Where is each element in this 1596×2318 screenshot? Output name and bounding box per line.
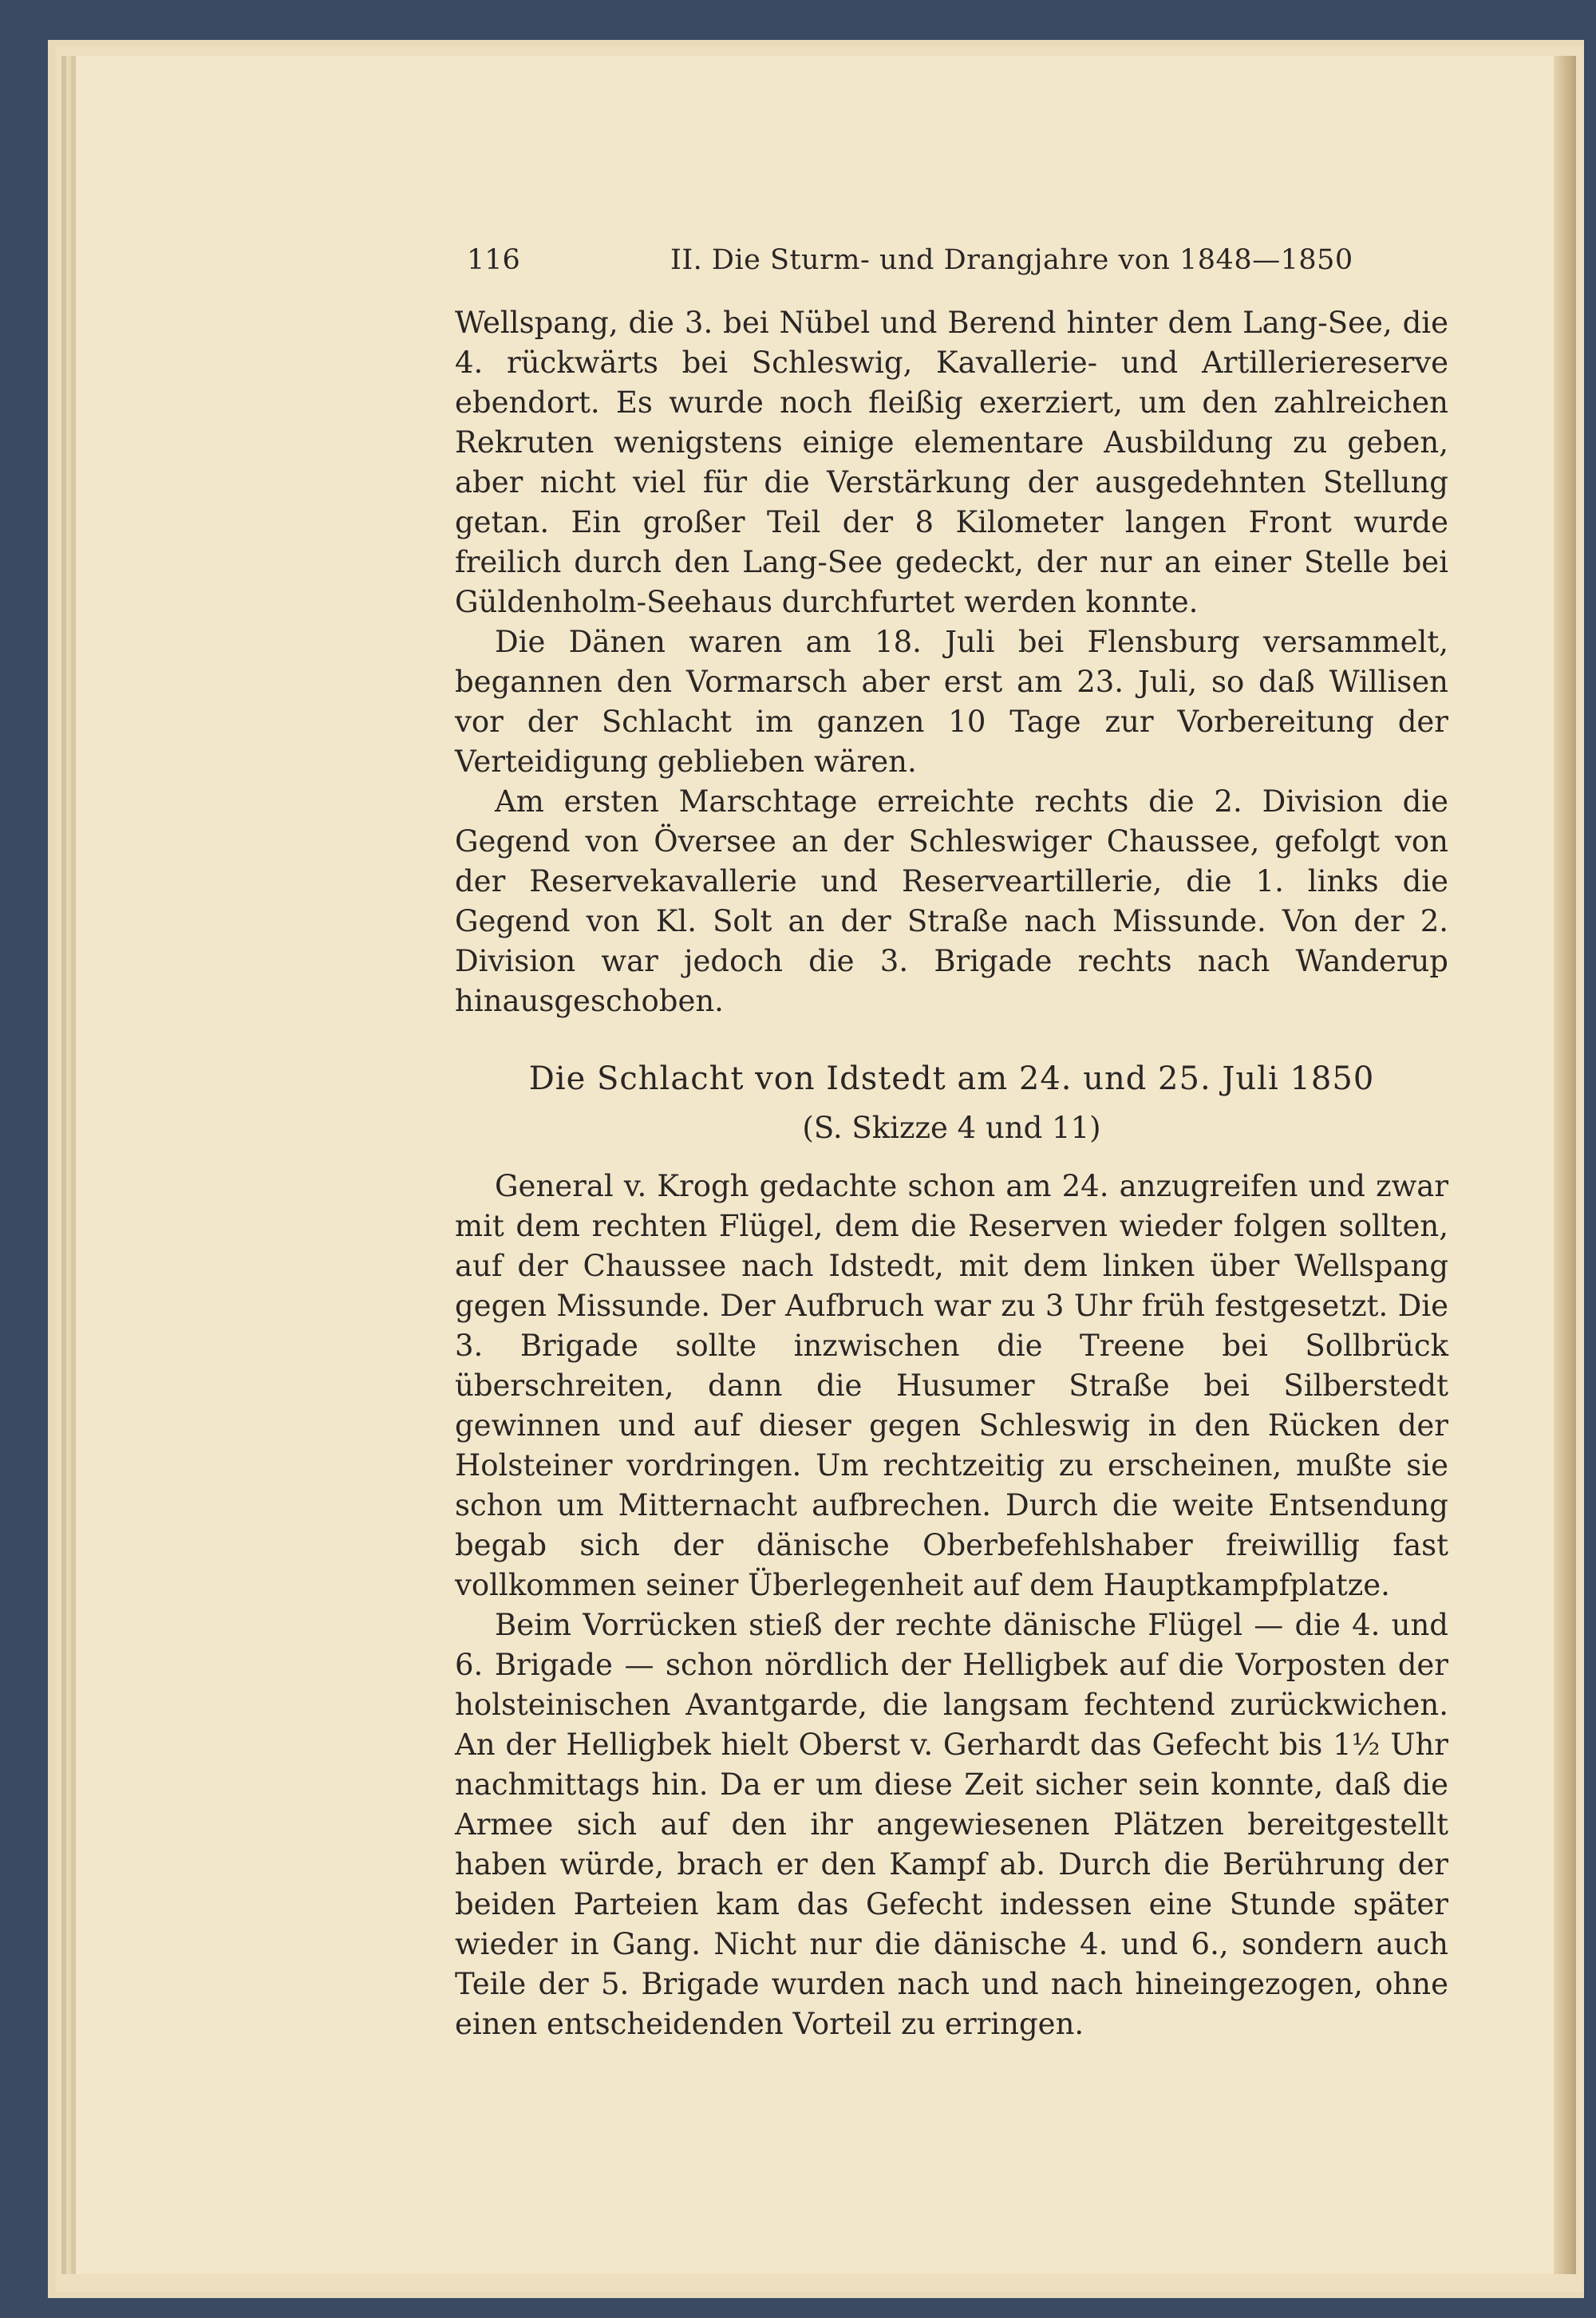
paragraph-5: Beim Vorrücken stieß der rechte dänische Flügel — die 4. und 6. Brigade — schon nördlich der Helligbek auf die Vorposten der holsteinischen Avantgarde, die langsam fechtend zurückwichen. An der Helligbek hielt Oberst v. Gerhardt das Gefecht bis 1½ Uhr nachmittags hin. Da er um diese Zeit sicher sein konnte, daß die Armee sich auf den ihr angewiesenen Plätzen bereitgestellt haben würde, brach er den Kampf ab. Durch die Berührung der beiden Parteien kam das Gefecht indessen eine Stunde später wieder in Gang. Nicht nur die dänische 4. und 6., sondern auch Teile der 5. Brigade wurden nach und nach hineingezogen, ohne einen entscheidenden Vorteil zu erringen. [455, 1608, 1448, 2041]
chapter-title: II. Die Sturm- und Drangjahre von 1848—1850 [670, 244, 1353, 276]
paragraph-3: Am ersten Marschtage erreichte rechts die 2. Division die Gegend von Översee an der Schleswiger Chaussee, gefolgt von der Reservekavallerie und Reserveartillerie, die 1. links die Gegend von Kl. Solt an der Straße nach Missunde. Von der 2. Division war jedoch die 3. Brigade rechts nach Wanderup hinausgeschoben. [455, 784, 1448, 1018]
page-number: 116 [467, 244, 520, 276]
body-text [455, 303, 1448, 2044]
section-heading: Die Schlacht von Idstedt am 24. und 25. Juli 1850 [528, 1060, 1375, 1097]
paragraph-4: General v. Krogh gedachte schon am 24. anzugreifen und zwar mit dem rechten Flügel, dem die Reserven wieder folgen sollten, auf der Chaussee nach Idstedt, mit dem linken über Wellspang gegen Missunde. Der Aufbruch war zu 3 Uhr früh festgesetzt. Die 3. Brigade sollte inzwischen die Treene bei Sollbrück überschreiten, dann die Husumer Straße bei Silberstedt gewinnen und auf dieser gegen Schleswig in den Rücken der Holsteiner vordringen. Um rechtzeitig zu erscheinen, mußte sie schon um Mitternacht aufbrechen. Durch die weite Entsendung begab sich der dänische Oberbefehlshaber freiwillig fast vollkommen seiner Überlegenheit auf dem Hauptkampfplatze. [455, 1169, 1448, 1602]
paragraph-1: Wellspang, die 3. bei Nübel und Berend hinter dem Lang-See, die 4. rückwärts bei Schleswig, Kavallerie- und Artilleriereserve ebendort. Es wurde noch fleißig exerziert, um den zahlreichen Rekruten wenigstens einige elementare Ausbildung zu geben, aber nicht viel für die Verstärkung der ausgedehnten Stellung getan. Ein großer Teil der 8 Kilometer langen Front wurde freilich durch den Lang-See gedeckt, der nur an einer Stelle bei Güldenholm-Seehaus durchfurtet werden konnte. [455, 306, 1448, 619]
running-head [467, 244, 1448, 281]
book-gutter [1554, 56, 1576, 2274]
section-subheading: (S. Skizze 4 und 11) [802, 1111, 1101, 1145]
paragraph-2: Die Dänen waren am 18. Juli bei Flensburg versammelt, begannen den Vormarsch aber erst am 23. Juli, so daß Willisen vor der Schlacht im ganzen 10 Tage zur Vorbereitung der Verteidigung geblieben wären. [455, 625, 1448, 779]
